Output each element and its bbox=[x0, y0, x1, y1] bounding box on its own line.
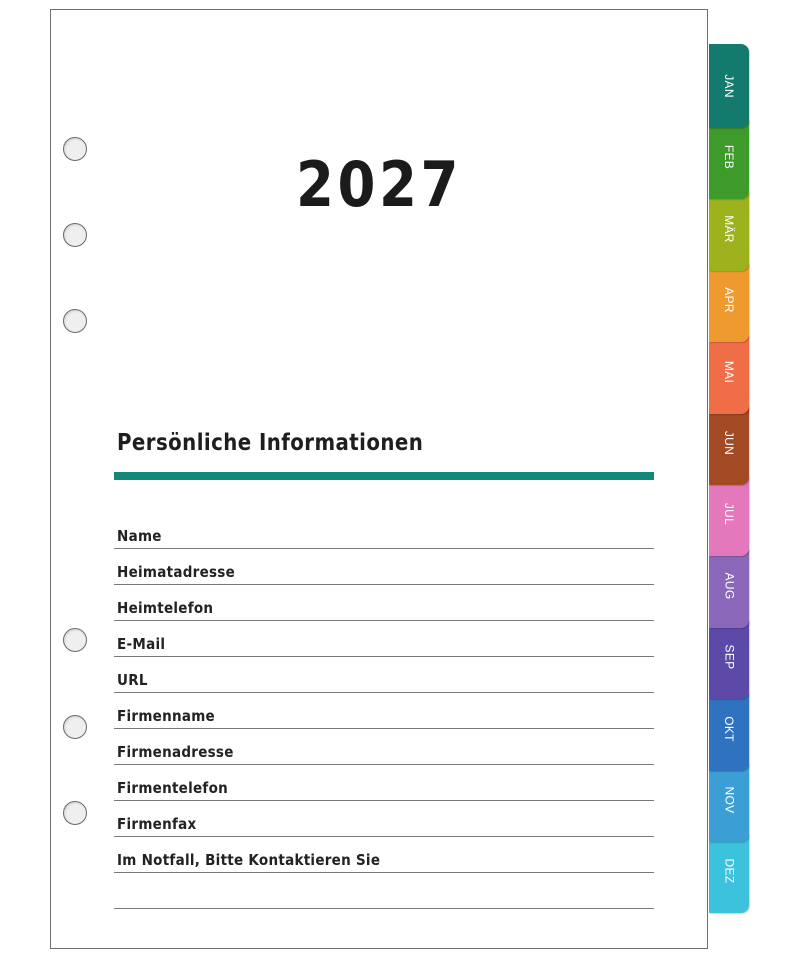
field-label: Heimtelefon bbox=[117, 599, 214, 617]
title-underline bbox=[114, 472, 654, 480]
month-tab-mai[interactable] bbox=[709, 330, 749, 414]
punch-hole bbox=[63, 309, 87, 333]
month-tab-mär[interactable] bbox=[709, 187, 749, 271]
year-heading: 2027 bbox=[296, 148, 462, 221]
punch-hole bbox=[63, 223, 87, 247]
month-tab-okt[interactable] bbox=[709, 687, 749, 771]
month-tab-label: MÄR bbox=[721, 215, 736, 243]
field-label: Firmentelefon bbox=[117, 779, 229, 797]
field-label: Im Notfall, Bitte Kontaktieren Sie bbox=[117, 851, 381, 869]
month-tab-aug[interactable] bbox=[709, 544, 749, 628]
field-row-emergency-contact[interactable] bbox=[114, 837, 654, 873]
field-label: URL bbox=[117, 671, 148, 689]
month-tab-label: JUL bbox=[722, 502, 736, 526]
month-tab-label: MAI bbox=[721, 360, 736, 384]
field-label: E-Mail bbox=[117, 635, 166, 653]
field-row-home-phone[interactable] bbox=[114, 585, 654, 621]
field-row-company-fax[interactable] bbox=[114, 801, 654, 837]
field-row-blank[interactable] bbox=[114, 873, 654, 909]
section-title: Persönliche Informationen bbox=[117, 430, 424, 456]
field-row-email[interactable] bbox=[114, 621, 654, 657]
month-tab-label: DEZ bbox=[722, 858, 736, 884]
punch-hole bbox=[63, 137, 87, 161]
field-row-company-phone[interactable] bbox=[114, 765, 654, 801]
month-tab-label: JAN bbox=[721, 74, 736, 98]
field-label: Name bbox=[117, 527, 162, 545]
punch-hole bbox=[63, 715, 87, 739]
punch-hole bbox=[63, 628, 87, 652]
month-tab-label: NOV bbox=[722, 786, 736, 814]
field-label: Firmenfax bbox=[117, 815, 197, 833]
field-label: Heimatadresse bbox=[117, 563, 236, 581]
field-row-company-address[interactable] bbox=[114, 729, 654, 765]
month-tab-jan[interactable] bbox=[709, 44, 749, 128]
month-tab-label: SEP bbox=[721, 644, 736, 670]
punch-hole bbox=[63, 801, 87, 825]
field-label: Firmenname bbox=[117, 707, 215, 725]
field-row-name[interactable] bbox=[114, 513, 654, 549]
field-row-home-address[interactable] bbox=[114, 549, 654, 585]
month-tab-label: FEB bbox=[722, 144, 736, 170]
month-tab-label: JUN bbox=[721, 430, 736, 456]
field-label: Firmenadresse bbox=[117, 743, 234, 761]
month-tab-label: AUG bbox=[722, 572, 736, 600]
month-tab-label: APR bbox=[721, 287, 736, 313]
field-row-url[interactable] bbox=[114, 657, 654, 693]
field-row-company-name[interactable] bbox=[114, 693, 654, 729]
month-tab-label: OKT bbox=[721, 716, 736, 742]
